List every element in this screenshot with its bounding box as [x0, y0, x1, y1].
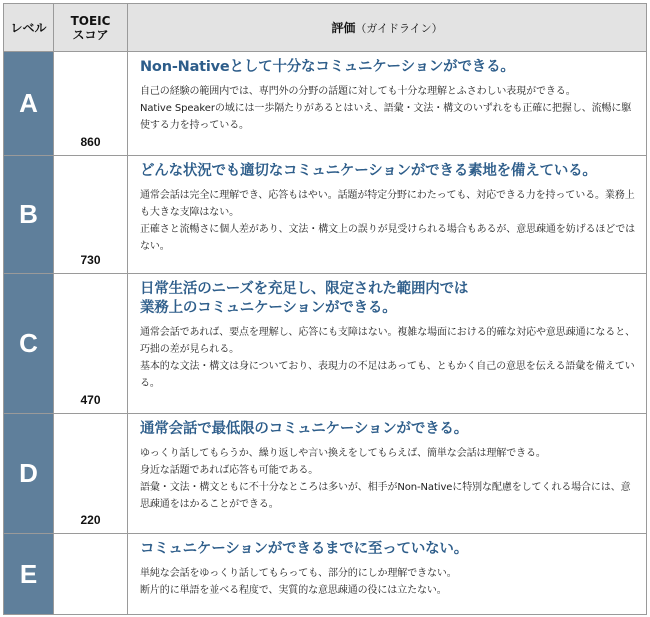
- evaluation-paragraph: 通常会話であれば、要点を理解し、応答にも支障はない。複雑な場面における的確な対応や意思疎通になると、巧拙の差が見られる。: [140, 327, 635, 355]
- score-cell: 220: [54, 414, 128, 534]
- table-row-c: [4, 274, 647, 414]
- score-cell: [54, 534, 128, 615]
- toeic-level-table: [3, 3, 647, 615]
- evaluation-title-line: どんな状況でも適切なコミュニケーションができる素地を備えている。: [140, 163, 597, 179]
- evaluation-cell: [128, 274, 647, 414]
- table-header-row: [4, 4, 647, 52]
- evaluation-title: [140, 420, 638, 439]
- evaluation-title-line: 日常生活のニーズを充足し、限定された範囲内では: [140, 281, 469, 297]
- score-cell: 470: [54, 274, 128, 414]
- header-level: レベル: [4, 4, 54, 52]
- evaluation-title-line: Non-Nativeとして十分なコミュニケーションができる。: [140, 59, 515, 75]
- evaluation-title-line: コミュニケーションができるまでに至っていない。: [140, 541, 469, 557]
- score-cell: 730: [54, 156, 128, 274]
- evaluation-cell: [128, 52, 647, 156]
- evaluation-paragraph: 正確さと流暢さに個人差があり、文法・構文上の誤りが見受けられる場合もあるが、意思疎通を妨げるほどではない。: [140, 224, 635, 252]
- table-row-d: [4, 414, 647, 534]
- score-cell: 860: [54, 52, 128, 156]
- evaluation-paragraph: 断片的に単語を並べる程度で、実質的な意思疎通の役には立たない。: [140, 585, 447, 596]
- evaluation-body: [140, 324, 638, 392]
- level-cell: B: [4, 156, 54, 274]
- evaluation-cell: [128, 414, 647, 534]
- level-cell: E: [4, 534, 54, 615]
- evaluation-body: [140, 83, 638, 134]
- evaluation-paragraph: 通常会話は完全に理解でき、応答もはやい。話題が特定分野にわたっても、対応できる力を持っている。業務上も大きな支障はない。: [140, 190, 635, 218]
- evaluation-title: [140, 162, 638, 181]
- header-score: [54, 4, 128, 52]
- header-score-line1: TOEIC: [70, 13, 111, 28]
- level-cell: D: [4, 414, 54, 534]
- level-cell: A: [4, 52, 54, 156]
- evaluation-paragraph: 基本的な文法・構文は身についており、表現力の不足はあっても、ともかく自己の意思を伝える語彙を備えている。: [140, 361, 635, 389]
- table-row-e: [4, 534, 647, 615]
- evaluation-title: [140, 540, 638, 559]
- header-eval-main: 評価: [331, 21, 356, 35]
- evaluation-paragraph: 語彙・文法・構文ともに不十分なところは多いが、相手がNon-Nativeに特別な配慮をしてくれる場合には、意思疎通をはかることができる。: [140, 482, 631, 510]
- evaluation-body: [140, 565, 638, 599]
- evaluation-body: [140, 187, 638, 255]
- evaluation-paragraph: 身近な話題であれば応答も可能である。: [140, 465, 319, 476]
- evaluation-cell: [128, 534, 647, 615]
- evaluation-paragraph: 自己の経験の範囲内では、専門外の分野の話題に対しても十分な理解とふさわしい表現ができる。: [140, 86, 576, 97]
- header-evaluation: [128, 4, 647, 52]
- evaluation-cell: [128, 156, 647, 274]
- level-cell: C: [4, 274, 54, 414]
- table-row-b: [4, 156, 647, 274]
- evaluation-body: [140, 445, 638, 513]
- header-eval-paren: （ガイドライン）: [355, 22, 443, 35]
- header-score-line2: スコア: [72, 27, 109, 42]
- evaluation-title: [140, 58, 638, 77]
- evaluation-title-line: 業務上のコミュニケーションができる。: [140, 300, 397, 316]
- evaluation-title: [140, 280, 638, 318]
- table-row-a: [4, 52, 647, 156]
- evaluation-paragraph: 単純な会話をゆっくり話してもらっても、部分的にしか理解できない。: [140, 568, 457, 579]
- evaluation-paragraph: ゆっくり話してもらうか、繰り返しや言い換えをしてもらえば、簡単な会話は理解できる。: [140, 448, 546, 459]
- evaluation-paragraph: Native Speakerの域には一歩隔たりがあるとはいえ、語彙・文法・構文のいずれをも正確に把握し、流暢に駆使する力を持っている。: [140, 103, 632, 131]
- evaluation-title-line: 通常会話で最低限のコミュニケーションができる。: [140, 421, 469, 437]
